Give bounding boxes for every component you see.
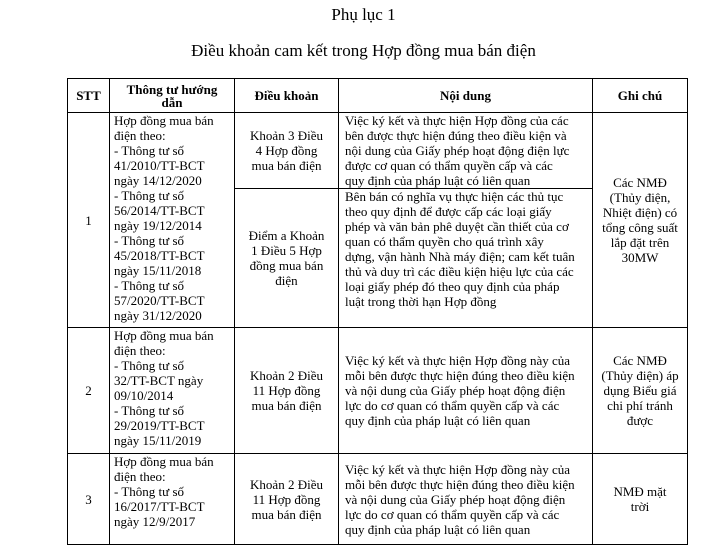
- clause-line: 1 Điều 5 Hợp: [251, 243, 322, 258]
- guide-line: 41/2010/TT-BCT: [114, 158, 205, 173]
- note-line: Các NMĐ: [613, 175, 667, 190]
- guide-line: ngày 12/9/2017: [114, 514, 196, 529]
- clause-line: 4 Hợp đồng: [255, 143, 318, 158]
- guide-cell: [110, 113, 235, 328]
- content-line: mỗi bên được thực hiện đúng theo điều kiện: [345, 368, 575, 383]
- header-guide: [110, 79, 235, 113]
- content-line: Bên bán có nghĩa vụ thực hiện các thủ tục: [345, 189, 564, 204]
- table-row: [68, 454, 688, 545]
- guide-line: điện theo:: [114, 128, 166, 143]
- guide-line: 56/2014/TT-BCT: [114, 203, 205, 218]
- guide-line: - Thông tư số: [114, 233, 185, 248]
- guide-line: ngày 15/11/2019: [114, 433, 202, 448]
- content-line: loại giấy phép đó theo quy định của pháp: [345, 279, 560, 294]
- content-line: quy định của pháp luật có liên quan: [345, 413, 531, 428]
- note-cell: [593, 113, 688, 328]
- document-title: Điều khoản cam kết trong Hợp đồng mua bán điện: [191, 41, 536, 60]
- content-line: và nội dung của Giấy phép hoạt động điện: [345, 491, 566, 507]
- content-line: dựng, vận hành Nhà máy điện; cam kết tuân: [345, 249, 575, 264]
- clause-line: mua bán điện: [251, 398, 322, 413]
- header-note: Ghi chú: [593, 79, 688, 113]
- guide-line: ngày 31/12/2020: [114, 308, 202, 323]
- stt-cell: 3: [68, 454, 110, 545]
- clause-cell: [235, 113, 339, 189]
- note-line: (Thủy điện,: [609, 190, 671, 205]
- note-line: (Thủy điện) áp: [601, 368, 679, 383]
- note-cell: [593, 328, 688, 454]
- content-line: lực do cơ quan có thẩm quyền cấp và các: [345, 506, 560, 522]
- guide-line: ngày 15/11/2018: [114, 263, 202, 278]
- guide-line: ngày 19/12/2014: [114, 218, 202, 233]
- guide-line: 16/2017/TT-BCT: [114, 499, 205, 514]
- content-line: quy định của pháp luật có liên quan: [345, 173, 531, 188]
- clause-line: 11 Hợp đồng: [252, 383, 321, 398]
- guide-line: Hợp đồng mua bán: [114, 454, 214, 469]
- guide-line: 57/2020/TT-BCT: [114, 293, 205, 308]
- guide-cell: [110, 454, 235, 545]
- content-line: luật trong thời hạn Hợp đồng: [345, 294, 497, 309]
- content-line: quan có thẩm quyền cho quá trình xây: [345, 234, 544, 249]
- note-line: dụng Biểu giá: [603, 383, 677, 398]
- guide-line: điện theo:: [114, 343, 166, 358]
- guide-line: - Thông tư số: [114, 484, 185, 499]
- guide-line: 45/2018/TT-BCT: [114, 248, 205, 263]
- content-cell: [339, 113, 593, 189]
- header-content: Nội dung: [339, 79, 593, 113]
- table-header-row: [68, 79, 688, 113]
- clause-line: 11 Hợp đồng: [252, 491, 321, 507]
- header-stt: STT: [68, 79, 110, 113]
- content-line: nội dung của Giấy phép hoạt động điện lực: [345, 143, 570, 158]
- note-line: chi phí tránh: [607, 398, 673, 413]
- header-clause: Điều khoản: [235, 79, 339, 113]
- content-line: lực do cơ quan có thẩm quyền cấp và các: [345, 398, 560, 413]
- content-cell: [339, 328, 593, 454]
- guide-line: điện theo:: [114, 469, 166, 484]
- guide-cell: [110, 328, 235, 454]
- table-row: [68, 328, 688, 454]
- note-line: lắp đặt trên: [610, 235, 670, 250]
- guide-line: 29/2019/TT-BCT: [114, 418, 205, 433]
- guide-line: - Thông tư số: [114, 403, 185, 418]
- note-line: Các NMĐ: [613, 353, 667, 368]
- note-line: trời: [630, 499, 650, 514]
- content-line: Việc ký kết và thực hiện Hợp đồng này của: [345, 353, 571, 368]
- guide-line: Hợp đồng mua bán: [114, 328, 214, 343]
- clause-line: Khoản 3 Điều: [250, 128, 323, 143]
- content-line: Việc ký kết và thực hiện Hợp đồng này của: [345, 461, 571, 477]
- note-line: được: [626, 413, 654, 428]
- guide-line: 09/10/2014: [114, 388, 174, 403]
- content-line: Việc ký kết và thực hiện Hợp đồng của các: [345, 113, 569, 128]
- clause-cell: [235, 189, 339, 328]
- clause-line: đồng mua bán: [249, 258, 324, 273]
- content-line: được cơ quan có thẩm quyền cấp và các: [345, 158, 553, 173]
- note-cell: [593, 454, 688, 545]
- content-line: quy định của pháp luật có liên quan: [345, 521, 531, 537]
- clause-line: Khoản 2 Điều: [250, 476, 323, 492]
- content-cell: [339, 189, 593, 328]
- content-line: bên được thực hiện đúng theo điều kiện và: [345, 128, 567, 143]
- clause-cell: [235, 454, 339, 545]
- content-cell: [339, 454, 593, 545]
- guide-line: Hợp đồng mua bán: [114, 113, 214, 128]
- guide-line: ngày 14/12/2020: [114, 173, 202, 188]
- content-line: phép và văn bản phê duyệt cần thiết của cơ: [345, 219, 569, 234]
- stt-cell: 2: [68, 328, 110, 454]
- note-line: NMĐ mặt: [613, 484, 667, 499]
- note-line: 30MW: [621, 250, 659, 265]
- clause-line: Khoản 2 Điều: [250, 368, 323, 383]
- clause-line: mua bán điện: [251, 158, 322, 173]
- guide-line: - Thông tư số: [114, 358, 185, 373]
- clause-line: mua bán điện: [251, 506, 322, 522]
- content-line: theo quy định để được cấp các loại giấy: [345, 204, 552, 219]
- guide-line: 32/TT-BCT ngày: [114, 373, 204, 388]
- guide-line: - Thông tư số: [114, 188, 185, 203]
- guide-line: - Thông tư số: [114, 143, 185, 158]
- note-line: tổng công suất: [602, 220, 678, 235]
- header-guide-line: dẫn: [161, 94, 183, 110]
- clause-cell: [235, 328, 339, 454]
- stt-cell: 1: [68, 113, 110, 328]
- appendix-title: Phụ lục 1: [331, 5, 396, 24]
- content-line: và nội dung của Giấy phép hoạt động điện: [345, 383, 566, 398]
- table-row: [68, 113, 688, 189]
- clause-line: điện: [275, 273, 298, 288]
- clause-line: Điểm a Khoản: [248, 228, 325, 243]
- guide-line: - Thông tư số: [114, 278, 185, 293]
- note-line: Nhiệt điện) có: [602, 205, 678, 220]
- header-guide-line: Thông tư hướng: [126, 81, 218, 97]
- commitment-clauses-table: [67, 78, 688, 545]
- content-line: mỗi bên được thực hiện đúng theo điều kiện: [345, 476, 575, 492]
- content-line: thủ và duy trì các điều kiện hiệu lực của các: [345, 264, 574, 279]
